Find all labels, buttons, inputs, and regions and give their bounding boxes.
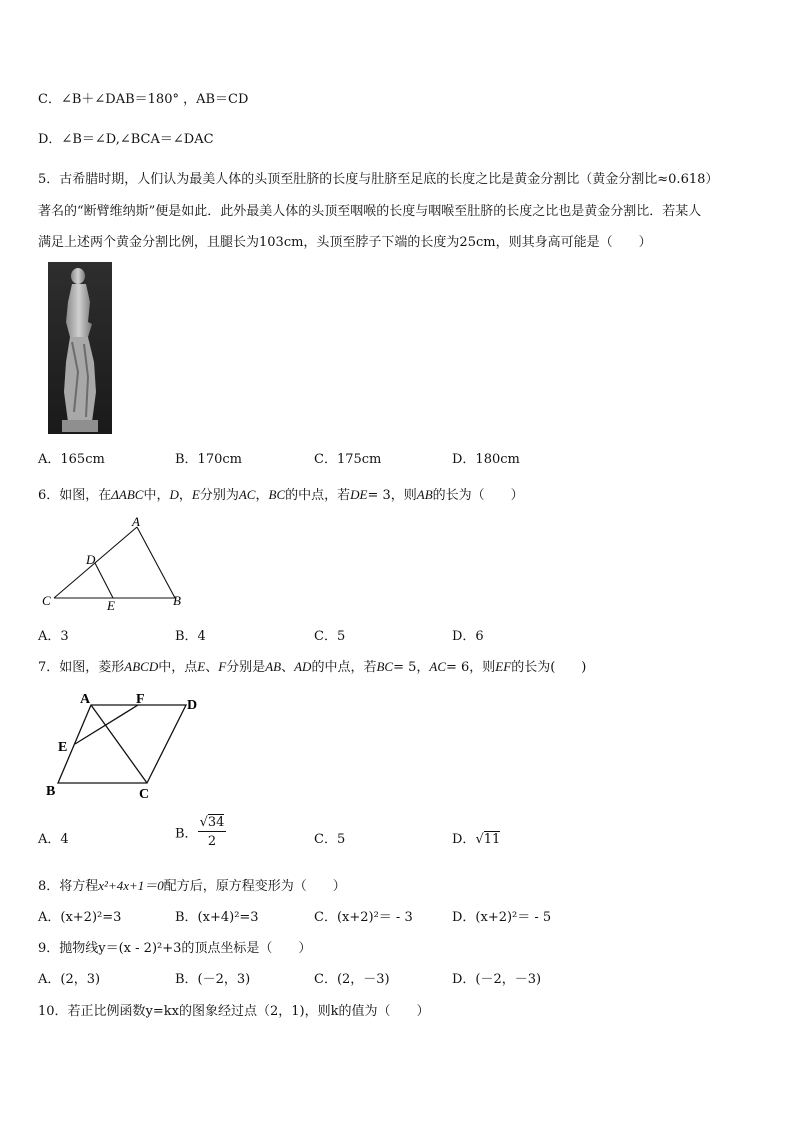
sqrt-icon: √ — [475, 832, 484, 847]
q6-option-c: C．5 — [314, 629, 346, 644]
q6-text-5: 的中点，若 — [285, 488, 351, 503]
q5-option-a: A．165cm — [38, 452, 105, 467]
q6-label-c: C — [42, 593, 51, 608]
q8-stem — [38, 875, 346, 894]
q7-label-c: C — [139, 787, 150, 802]
q7-text-4: 、 — [281, 660, 295, 675]
q7-term-ab: AB — [265, 659, 282, 674]
q7-option-d-radicand: 11 — [483, 832, 501, 847]
q6-term-ac: AC — [238, 487, 256, 502]
q7-term-e: E — [197, 659, 206, 674]
q6-term-e: E — [191, 487, 200, 502]
q5-option-d: D．180cm — [452, 452, 520, 467]
q9-option-b: B．(－2，3) — [175, 972, 251, 987]
q10-stem: 10．若正比例函数y=kx的图象经过点（2，1)，则k的值为（ ） — [38, 1004, 430, 1019]
q7-option-c: C．5 — [314, 832, 346, 847]
q6-option-d: D．6 — [452, 629, 484, 644]
q9-stem: 9．抛物线y＝(x - 2)²+3的顶点坐标是（ ） — [38, 941, 312, 956]
q6-text-4: ， — [255, 488, 269, 503]
q6-option-a: A．3 — [38, 629, 69, 644]
q6-segment-de — [95, 563, 113, 598]
q7-term-ac: AC — [429, 659, 446, 674]
q7-option-b-denominator: 2 — [207, 834, 217, 849]
q9-option-d: D．(－2，－3) — [452, 972, 542, 987]
q7-option-b-radicand: 34 — [207, 815, 225, 830]
q5-option-c: C．175cm — [314, 452, 382, 467]
q6-text-2: ， — [178, 488, 192, 503]
q7-term-abcd: ABCD — [124, 659, 159, 674]
q9-option-c: C．(2，－3) — [314, 972, 390, 987]
q8-stem-pre: 8．将方程 — [38, 879, 99, 894]
q6-term-d: D — [169, 487, 179, 502]
q6-segment-ca — [54, 527, 137, 598]
q8-option-c: C．(x+2)²＝ - 3 — [314, 910, 413, 925]
q7-text-6: = 5， — [393, 660, 430, 675]
venus-statue-image — [48, 262, 112, 434]
q6-text-7: 的长为（ ） — [432, 488, 524, 503]
q9-option-a: A．(2，3) — [38, 972, 101, 987]
q7-term-bc: BC — [376, 659, 394, 674]
q6-label-a: A — [132, 514, 140, 529]
q6-term-abc: ΔABC — [111, 487, 144, 502]
q7-term-ef: EF — [495, 659, 512, 674]
q7-option-b — [175, 816, 226, 848]
q7-rhombus-abcd — [58, 705, 186, 783]
q7-option-a: A．4 — [38, 832, 69, 847]
q7-term-ad: AD — [294, 659, 312, 674]
q7-label-e: E — [58, 740, 68, 755]
q7-text-3: 分别是 — [226, 660, 266, 675]
q8-option-a: A．(x+2)²=3 — [38, 910, 122, 925]
q7-segment-ef — [75, 705, 138, 744]
q7-option-b-numerator: √34 — [199, 815, 225, 830]
q7-label-f: F — [136, 692, 145, 707]
q7-text-7: = 6，则 — [446, 660, 496, 675]
q6-label-e: E — [107, 598, 115, 613]
q5-stem-line3: 满足上述两个黄金分割比例，且腿长为103cm，头顶至脖子下端的长度为25cm，则其身高可能是（ ） — [38, 235, 652, 250]
q8-stem-post: 配方后，原方程变形为（ ） — [163, 879, 346, 894]
q4-option-d: D．∠B＝∠D,∠BCA＝∠DAC — [38, 132, 214, 147]
q4-option-c: C．∠B＋∠DAB＝180° ，AB＝CD — [38, 92, 249, 107]
q7-label-a: A — [80, 692, 91, 707]
q6-text-3: 分别为 — [199, 488, 239, 503]
q8-equation: x²+4x+1＝0 — [98, 878, 164, 893]
q8-option-b: B．(x+4)²=3 — [175, 910, 259, 925]
q6-term-bc: BC — [268, 487, 286, 502]
q7-rhombus-figure — [40, 686, 210, 804]
q6-label-b: B — [173, 593, 181, 608]
q7-option-d-label: D． — [452, 832, 476, 847]
q6-segment-ab — [137, 527, 175, 598]
q7-text-5: 的中点，若 — [311, 660, 377, 675]
q5-stem-line1: 5．古希腊时期，人们认为最美人体的头顶至肚脐的长度与肚脐至足底的长度之比是黄金分割比（黄金分割比≈0.618） — [38, 172, 719, 187]
q7-label-b: B — [46, 784, 56, 799]
q6-text-6: = 3，则 — [367, 488, 417, 503]
q7-text-8: 的长为( ) — [511, 660, 587, 675]
q7-term-f: F — [218, 659, 227, 674]
q7-option-d — [452, 828, 500, 847]
q7-text-1: 中，点 — [158, 660, 198, 675]
q6-prefix: 6．如图，在 — [38, 488, 112, 503]
q7-stem — [38, 656, 586, 675]
q7-option-b-fraction — [198, 816, 227, 848]
q6-triangle-figure — [38, 514, 198, 614]
q6-stem — [38, 484, 524, 503]
q6-text-1: 中， — [143, 488, 170, 503]
q6-term-ab: AB — [416, 487, 433, 502]
q6-term-de: DE — [350, 487, 368, 502]
q5-stem-line2: 著名的“断臂维纳斯”便是如此．此外最美人体的头顶至咽喉的长度与咽喉至肚脐的长度之比也是黄金分割比．若某人 — [38, 204, 702, 219]
q7-option-b-label: B． — [175, 826, 198, 842]
q5-option-b: B．170cm — [175, 452, 242, 467]
q6-label-d: D — [86, 552, 96, 567]
q7-text-2: 、 — [205, 660, 219, 675]
q7-label-d: D — [187, 698, 198, 713]
q7-prefix: 7．如图，菱形 — [38, 660, 125, 675]
q8-option-d: D．(x+2)²＝ - 5 — [452, 910, 552, 925]
q6-option-b: B．4 — [175, 629, 206, 644]
